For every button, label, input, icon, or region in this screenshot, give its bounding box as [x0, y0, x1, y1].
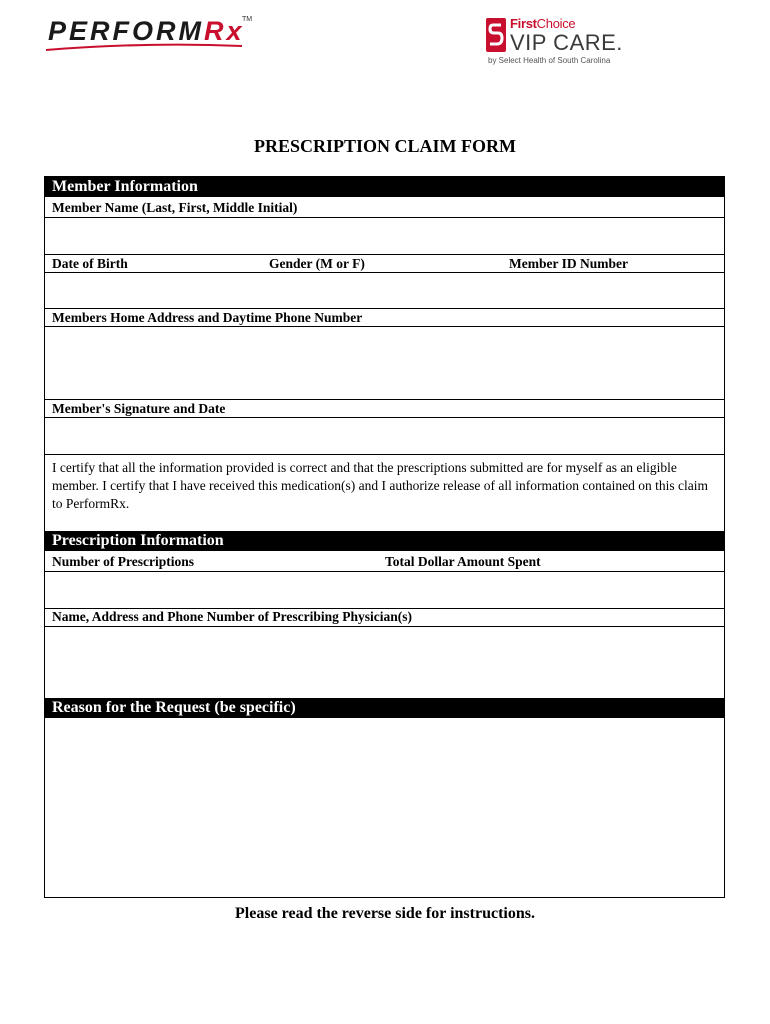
firstchoice-choice: Choice: [536, 16, 576, 31]
member-info-header: Member Information: [45, 177, 724, 197]
performrx-logo-text: PERFORM: [48, 16, 204, 46]
dob-gender-id-field[interactable]: [45, 273, 724, 309]
swoosh-icon: [44, 40, 244, 52]
divider: [45, 399, 724, 400]
home-address-label: Members Home Address and Daytime Phone Number: [52, 310, 363, 325]
gender-label: Gender (M or F): [269, 256, 365, 271]
firstchoice-mark-icon: [486, 18, 506, 52]
home-address-field[interactable]: [45, 327, 724, 399]
prescription-info-header: Prescription Information: [45, 531, 724, 551]
number-of-prescriptions-label: Number of Prescriptions: [52, 554, 194, 569]
firstchoice-first: First: [510, 16, 537, 31]
prescription-count-total-field[interactable]: [45, 572, 724, 608]
divider: [45, 308, 724, 309]
date-of-birth-label: Date of Birth: [52, 256, 128, 271]
physician-label: Name, Address and Phone Number of Prescribing Physician(s): [52, 609, 413, 624]
performrx-logo-rx: Rx: [204, 16, 245, 46]
signature-label: Member's Signature and Date: [52, 401, 226, 416]
member-name-field[interactable]: [45, 218, 724, 254]
divider: [45, 454, 724, 455]
performrx-logo: [44, 12, 254, 52]
vip-care-text: VIP CARE.: [510, 30, 623, 55]
physician-field[interactable]: [45, 627, 724, 697]
claim-form: [44, 176, 725, 898]
member-id-label: Member ID Number: [509, 256, 628, 271]
instructions-footer: Please read the reverse side for instructions.: [235, 905, 535, 922]
certification-text: I certify that all the information provided is correct and that the prescriptions submitted are for myself as an eligible member. I certify that I have received this medication(s) and I authorize release of all information contained on this claim to PerformRx.: [52, 460, 708, 511]
divider: [45, 254, 724, 255]
trademark-mark: TM: [242, 16, 253, 23]
reason-header: Reason for the Request (be specific): [45, 698, 724, 718]
signature-field[interactable]: [45, 418, 724, 454]
firstchoice-vip-care-logo: [486, 14, 636, 72]
total-dollar-label: Total Dollar Amount Spent: [385, 554, 541, 569]
page-title: PRESCRIPTION CLAIM FORM: [253, 136, 516, 156]
reason-field[interactable]: [45, 720, 724, 897]
member-name-label: Member Name (Last, First, Middle Initial): [52, 200, 298, 215]
logo-byline: by Select Health of South Carolina: [488, 56, 611, 65]
